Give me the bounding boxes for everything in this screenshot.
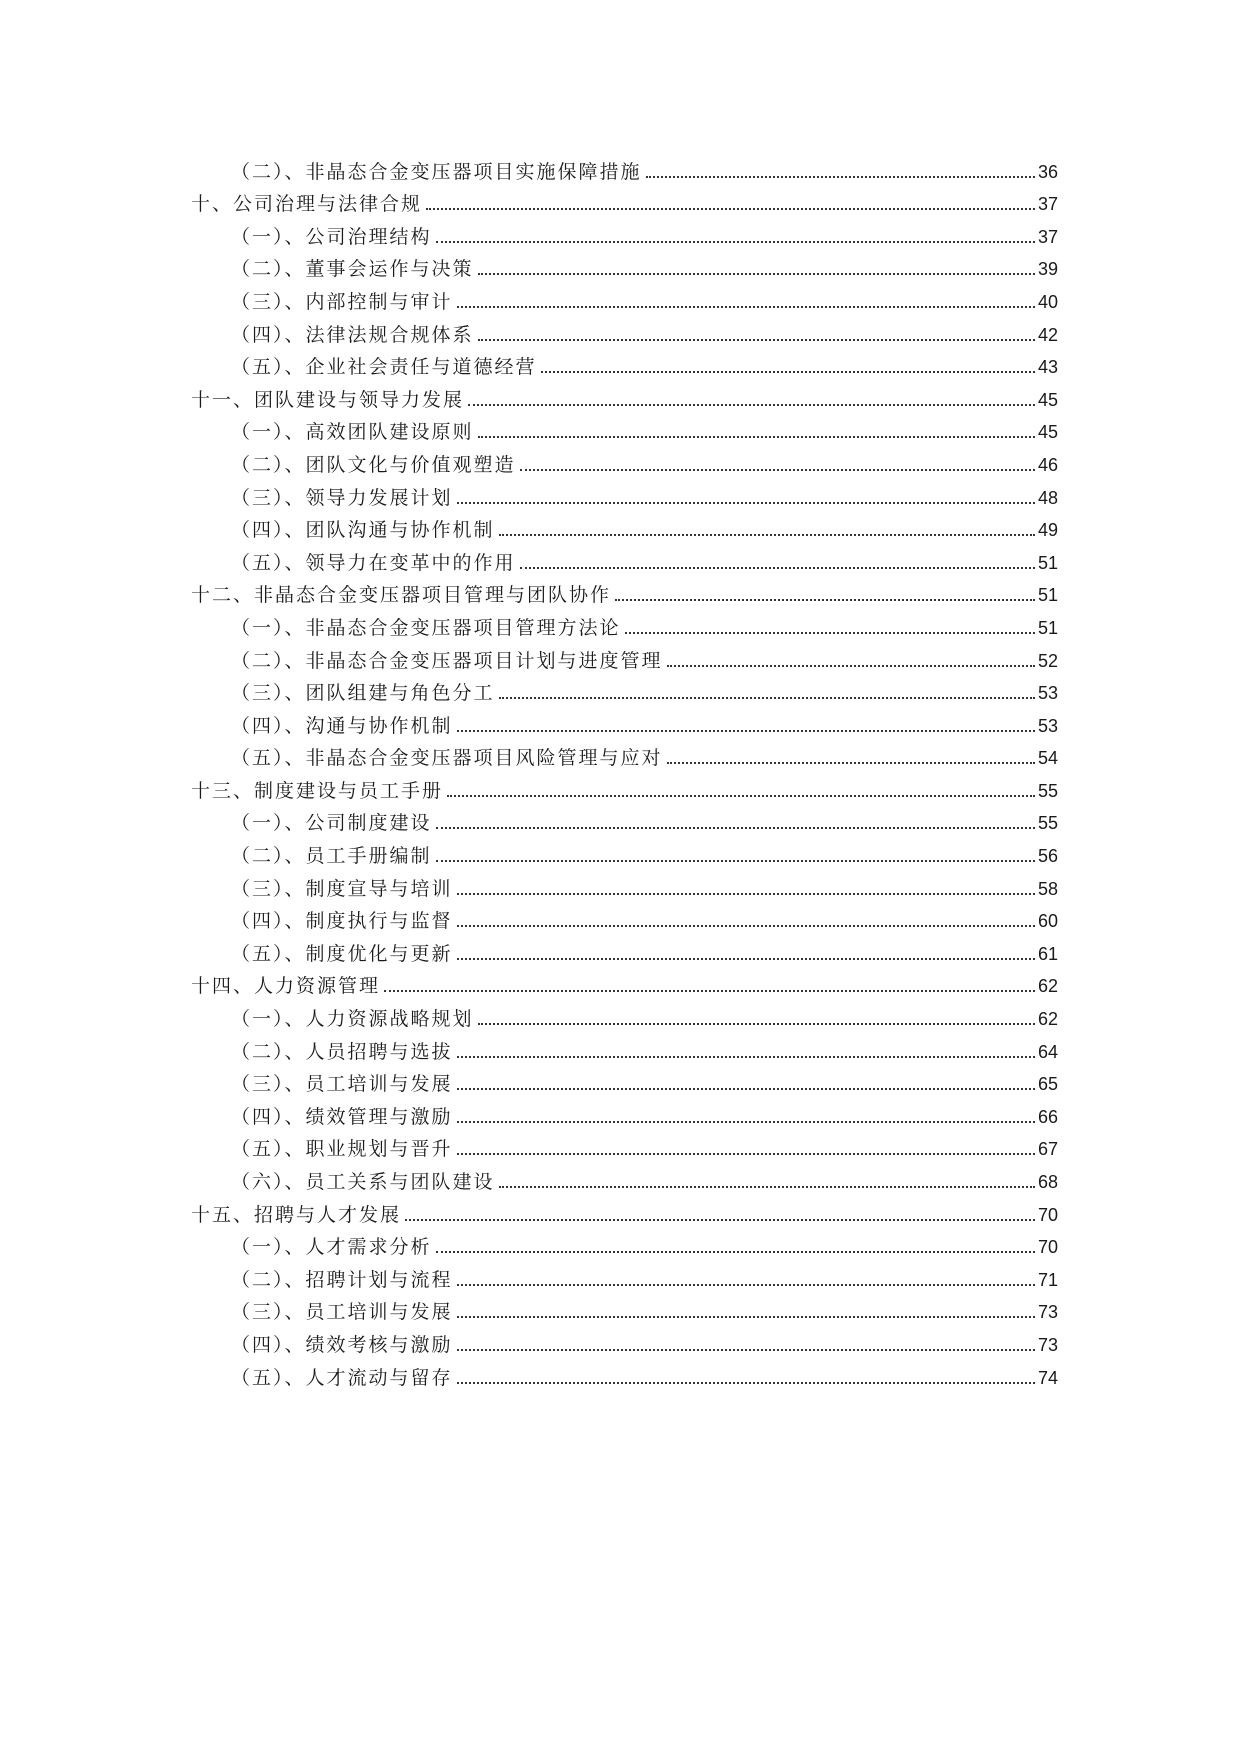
toc-entry-page-number: 42 [1037,324,1058,345]
toc-dot-leader [457,502,1035,504]
toc-entry-title: （六）、员工关系与团队建设 [231,1171,495,1193]
toc-entry-page-number: 45 [1037,389,1058,410]
toc-entry-title: （二）、人员招聘与选拔 [231,1040,453,1063]
toc-entry-page-number: 39 [1037,259,1058,280]
toc-entry-title: （二）、非晶态合金变压器项目计划与进度管理 [231,649,663,672]
toc-entry-page-number: 56 [1037,846,1058,867]
toc-dot-leader [426,208,1035,210]
toc-entry-page-number: 62 [1037,976,1058,997]
toc-dot-leader [478,273,1035,275]
toc-entry-page-number: 73 [1037,1302,1058,1323]
toc-entry-title: （四）、制度执行与监督 [231,910,453,933]
toc-section-entry[interactable] [191,1128,1058,1161]
toc-entry-page-number: 52 [1037,650,1058,671]
toc-section-entry[interactable] [191,639,1058,672]
toc-entry-title: （五）、职业规划与晋升 [231,1138,453,1161]
toc-entry-title: 十五、招聘与人才发展 [191,1203,402,1226]
toc-entry-title: （二）、团队文化与价值观塑造 [231,453,516,476]
toc-dot-leader [499,534,1035,536]
toc-entry-title: 十四、人力资源管理 [191,975,381,998]
toc-dot-leader [457,1382,1035,1384]
toc-dot-leader [457,925,1035,927]
toc-entry-page-number: 51 [1037,585,1058,606]
toc-entry-page-number: 53 [1037,683,1058,704]
toc-dot-leader [615,599,1035,601]
toc-dot-leader [520,469,1035,471]
toc-entry-page-number: 51 [1037,617,1058,638]
toc-entry-title: （一）、高效团队建设原则 [231,421,474,444]
toc-entry-page-number: 74 [1037,1367,1058,1388]
table-of-contents [191,150,1058,1389]
toc-section-entry[interactable] [191,1258,1058,1291]
toc-dot-leader [478,1023,1035,1025]
toc-section-entry[interactable] [191,248,1058,281]
toc-section-entry[interactable] [191,672,1058,705]
toc-chapter-entry[interactable] [191,574,1058,607]
toc-section-entry[interactable] [191,900,1058,933]
toc-dot-leader [468,404,1035,406]
toc-entry-title: （四）、法律法规合规体系 [231,323,474,346]
toc-section-entry[interactable] [191,737,1058,770]
toc-entry-page-number: 51 [1037,552,1058,573]
toc-dot-leader [384,990,1035,992]
toc-entry-page-number: 49 [1037,520,1058,541]
toc-entry-page-number: 62 [1037,1009,1058,1030]
toc-dot-leader [478,339,1035,341]
toc-section-entry[interactable] [191,606,1058,639]
toc-entry-title: （五）、企业社会责任与道德经营 [231,356,537,379]
toc-section-entry[interactable] [191,867,1058,900]
toc-entry-title: （二）、员工手册编制 [231,845,432,868]
toc-entry-title: （二）、非晶态合金变压器项目实施保障措施 [231,160,642,183]
toc-dot-leader [436,860,1035,862]
toc-entry-title: 十、公司治理与法律合规 [191,193,423,216]
toc-entry-title: （三）、团队组建与角色分工 [231,682,495,705]
toc-entry-page-number: 58 [1037,878,1058,899]
toc-section-entry[interactable] [191,997,1058,1030]
toc-chapter-entry[interactable] [191,1193,1058,1226]
toc-entry-title: （三）、员工培训与发展 [231,1301,453,1324]
toc-dot-leader [457,1056,1035,1058]
toc-dot-leader [520,567,1035,569]
toc-entry-title: （三）、制度宣导与培训 [231,877,453,900]
toc-entry-page-number: 36 [1037,161,1058,182]
toc-dot-leader [436,241,1035,243]
toc-entry-page-number: 70 [1037,1204,1058,1225]
toc-entry-title: （一）、公司治理结构 [231,225,432,248]
toc-entry-title: （五）、制度优化与更新 [231,942,453,965]
toc-section-entry[interactable] [191,704,1058,737]
toc-section-entry[interactable] [191,1226,1058,1259]
toc-section-entry[interactable] [191,802,1058,835]
toc-chapter-entry[interactable] [191,183,1058,216]
toc-entry-page-number: 43 [1037,357,1058,378]
toc-entry-page-number: 37 [1037,226,1058,247]
toc-dot-leader [478,436,1035,438]
toc-section-entry[interactable] [191,1160,1058,1193]
toc-entry-title: 十二、非晶态合金变压器项目管理与团队协作 [191,584,612,607]
toc-section-entry[interactable] [191,932,1058,965]
toc-entry-page-number: 48 [1037,487,1058,508]
toc-dot-leader [457,958,1035,960]
toc-entry-title: （三）、员工培训与发展 [231,1073,453,1096]
toc-section-entry[interactable] [191,1356,1058,1389]
toc-section-entry[interactable] [191,280,1058,313]
toc-entry-title: （一）、公司制度建设 [231,812,432,835]
toc-entry-page-number: 54 [1037,748,1058,769]
toc-dot-leader [625,632,1035,634]
toc-dot-leader [541,371,1035,373]
toc-dot-leader [457,1153,1035,1155]
toc-chapter-entry[interactable] [191,965,1058,998]
toc-entry-page-number: 65 [1037,1074,1058,1095]
toc-entry-page-number: 61 [1037,943,1058,964]
toc-section-entry[interactable] [191,443,1058,476]
toc-entry-title: （四）、沟通与协作机制 [231,714,453,737]
toc-dot-leader [667,665,1035,667]
toc-dot-leader [499,1186,1035,1188]
toc-dot-leader [457,893,1035,895]
toc-dot-leader [405,1219,1035,1221]
toc-section-entry[interactable] [191,313,1058,346]
toc-dot-leader [447,795,1035,797]
toc-dot-leader [667,762,1035,764]
toc-entry-page-number: 71 [1037,1269,1058,1290]
toc-section-entry[interactable] [191,476,1058,509]
toc-section-entry[interactable] [191,150,1058,183]
toc-entry-page-number: 55 [1037,813,1058,834]
toc-entry-title: （四）、团队沟通与协作机制 [231,519,495,542]
toc-section-entry[interactable] [191,834,1058,867]
toc-entry-page-number: 45 [1037,422,1058,443]
toc-dot-leader [457,1088,1035,1090]
toc-dot-leader [457,1349,1035,1351]
toc-entry-title: （二）、董事会运作与决策 [231,258,474,281]
toc-section-entry[interactable] [191,1095,1058,1128]
toc-entry-title: 十一、团队建设与领导力发展 [191,388,465,411]
toc-entry-page-number: 37 [1037,194,1058,215]
toc-section-entry[interactable] [191,1063,1058,1096]
toc-chapter-entry[interactable] [191,769,1058,802]
toc-entry-title: （一）、人力资源战略规划 [231,1008,474,1031]
toc-entry-title: （一）、人才需求分析 [231,1236,432,1259]
toc-section-entry[interactable] [191,1323,1058,1356]
toc-dot-leader [457,730,1035,732]
toc-section-entry[interactable] [191,1291,1058,1324]
toc-entry-page-number: 60 [1037,911,1058,932]
toc-entry-title: （一）、非晶态合金变压器项目管理方法论 [231,616,621,639]
toc-entry-page-number: 53 [1037,715,1058,736]
toc-dot-leader [646,176,1035,178]
toc-section-entry[interactable] [191,346,1058,379]
toc-dot-leader [457,1121,1035,1123]
toc-entry-title: （五）、非晶态合金变压器项目风险管理与应对 [231,747,663,770]
toc-entry-page-number: 70 [1037,1237,1058,1258]
toc-dot-leader [457,1316,1035,1318]
toc-entry-page-number: 64 [1037,1041,1058,1062]
toc-chapter-entry[interactable] [191,378,1058,411]
toc-dot-leader [436,827,1035,829]
toc-entry-title: （五）、人才流动与留存 [231,1366,453,1389]
toc-entry-page-number: 67 [1037,1139,1058,1160]
toc-entry-title: （三）、内部控制与审计 [231,290,453,313]
toc-dot-leader [436,1251,1035,1253]
toc-entry-title: （三）、领导力发展计划 [231,486,453,509]
toc-entry-title: （四）、绩效管理与激励 [231,1105,453,1128]
toc-entry-page-number: 46 [1037,454,1058,475]
toc-dot-leader [499,697,1035,699]
toc-entry-page-number: 66 [1037,1106,1058,1127]
toc-section-entry[interactable] [191,1030,1058,1063]
toc-section-entry[interactable] [191,411,1058,444]
toc-entry-title: 十三、制度建设与员工手册 [191,779,444,802]
toc-entry-title: （五）、领导力在变革中的作用 [231,551,516,574]
toc-entry-page-number: 73 [1037,1334,1058,1355]
toc-dot-leader [457,306,1035,308]
toc-section-entry[interactable] [191,215,1058,248]
toc-dot-leader [457,1284,1035,1286]
toc-entry-page-number: 68 [1037,1172,1058,1192]
toc-section-entry[interactable] [191,509,1058,542]
toc-section-entry[interactable] [191,541,1058,574]
toc-entry-page-number: 40 [1037,291,1058,312]
toc-entry-page-number: 55 [1037,780,1058,801]
toc-entry-title: （四）、绩效考核与激励 [231,1333,453,1356]
toc-entry-title: （二）、招聘计划与流程 [231,1268,453,1291]
